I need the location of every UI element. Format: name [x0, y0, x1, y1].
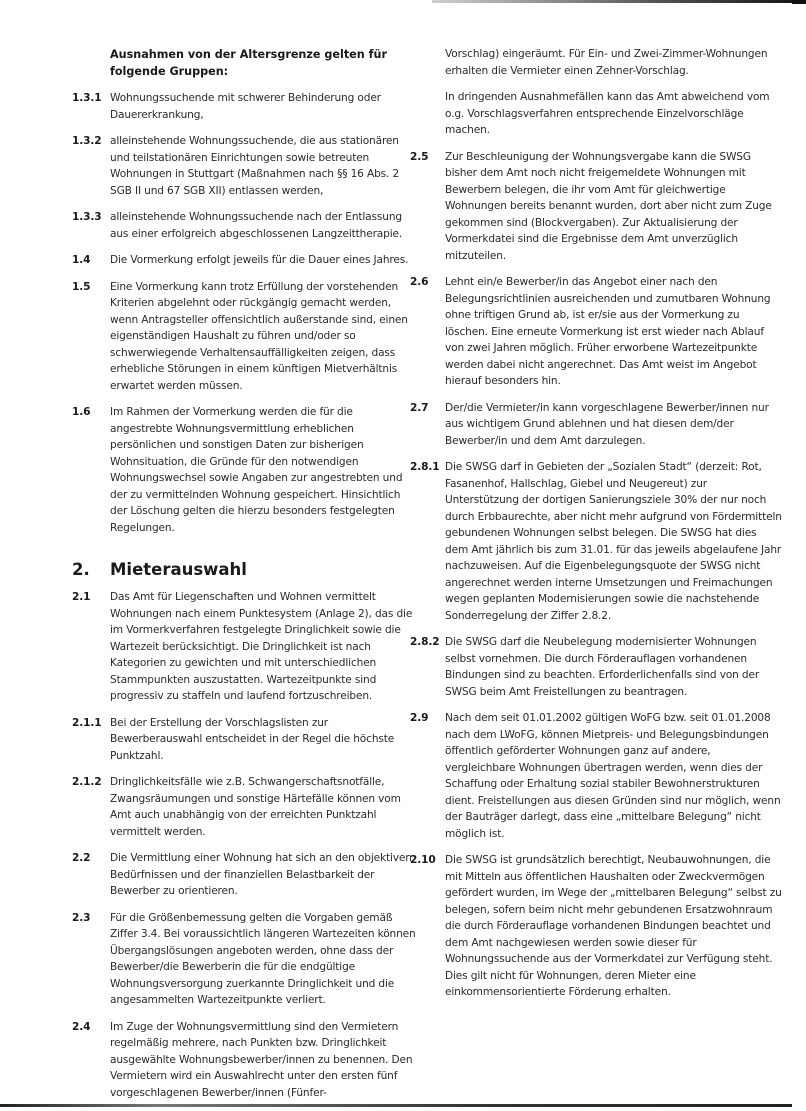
section-number: 2.2 — [72, 852, 91, 864]
section-text: Im Rahmen der Vormerkung werden die für die angestrebte Wohnungsvermittlung erheblichen persönlichen und sonstigen Daten zur bisherigen Wohnsituation, die Gründe für den notwendigen Wohnungswechsel sowie Angaben zur angestrebten und der zu vermittelnden Wohnung gespeichert. Hinsichtlich der Löschung gelten die hierzu besonders festgelegten Regelungen. — [110, 406, 403, 534]
section-text: Lehnt ein/e Bewerber/in das Angebot einer nach den Belegungsrichtlinien ausreichenden und zumutbaren Wohnung ohne triftigen Grund ab, ist er/sie aus der Vormerkung zu löschen. Eine erneute Vormerkung ist erst wieder nach Ablauf von zwei Jahren möglich. Früher erworbene Wartezeitpunkte werden dabei nicht angerechnet. Das Amt weist im Angebot hierauf besonders hin. — [445, 276, 771, 387]
section-number: 2.1.1 — [72, 716, 102, 729]
right-column — [410, 46, 782, 1011]
chapter-title: Mieterauswahl — [110, 560, 247, 579]
scan-edge-corner — [792, 0, 806, 4]
section-number: 2.4 — [72, 1020, 91, 1033]
section-text: Bei der Erstellung der Vorschlagslisten zur Bewerberauswahl entscheidet in der Regel die höchste Punktzahl. — [110, 716, 395, 762]
section-2-1 — [72, 589, 417, 705]
section-number: 1.5 — [72, 280, 91, 293]
subheading-age-exceptions: Ausnahmen von der Altersgrenze gelten für folgende Gruppen: — [110, 48, 387, 78]
section-text: Die Vormerkung erfolgt jeweils für die Dauer eines Jahres. — [110, 254, 409, 266]
section-2-1-2 — [72, 774, 417, 840]
left-column — [72, 46, 417, 1111]
section-number: 1.6 — [72, 406, 91, 418]
section-text: Die SWSG darf in Gebieten der „Sozialen Stadt“ (derzeit: Rot, Fasanenhof, Hallschlag, Giebel und Neugereut) zur Unterstützung der dortigen Sanierungsziele 30% der nur noch durch Erbbaurechte, aber nicht mehr aufgrund von Fördermitteln gebundenen Wohnungen selbst belegen. Die SWSG hat dies dem Amt jährlich bis zum 31.01. für das jeweils abgelaufene Jahr nachzuweisen. Auf die Eigenbelegungsquote der SWSG nicht angerechnet werden interne Umsetzungen und Freimachungen wegen geplanten Modernisierungen sowie die nachstehende Sonderregelung der Ziffer 2.8.2. — [445, 461, 782, 622]
section-1-5 — [72, 279, 417, 395]
continuation-paragraph: Vorschlag) eingeräumt. Für Ein- und Zwei-Zimmer-Wohnungen erhalten die Vermieter einen Zehner-Vorschlag. — [445, 48, 768, 77]
section-1-3-1 — [72, 90, 417, 123]
scan-edge-top — [432, 0, 806, 3]
section-number: 2.3 — [72, 911, 91, 924]
scan-edge-bottom — [0, 1104, 792, 1107]
section-number: 1.3.2 — [72, 135, 102, 147]
section-number: 2.6 — [410, 276, 429, 288]
section-text: alleinstehende Wohnungssuchende, die aus stationären und teilstationären Einrichtungen sowie betreuten Wohnungen in Stuttgart (Maßnahmen nach §§ 16 Abs. 2 SGB II und 67 SGB XII) entlassen werden, — [110, 135, 400, 197]
section-number: 2.1.2 — [72, 776, 102, 788]
section-number: 2.1 — [72, 591, 91, 603]
section-text: Die SWSG ist grundsätzlich berechtigt, Neubauwohnungen, die mit Mitteln aus öffentlichen Haushalten oder Zweckvermögen gefördert wurden, im Wege der „mittelbaren Belegung“ selbst zu belegen, sofern beim nicht mehr gebundenen Ersatzwohnraum die durch Förderauflage vorhandenen Bindungen beachtet und dem Amt nachgewiesen werden sowie dieser für Wohnungssuchende aus der Vormerkdatei zur Verfügung steht. Dies gilt nicht für Wohnungen, deren Mieter eine einkommensorientierte Förderung erhalten. — [445, 854, 782, 998]
section-2-8-2 — [410, 634, 782, 700]
section-text: Für die Größenbemessung gelten die Vorgaben gemäß Ziffer 3.4. Bei voraussichtlich längeren Wartezeiten können Übergangslösungen angeboten werden, ohne dass der Bewerber/die Bewerberin die für die endgültige Wohnungsversorgung zuerkannte Dringlichkeit und die angesammelten Wartezeitpunkte verliert. — [110, 911, 416, 1006]
section-2-9 — [410, 710, 782, 842]
section-2-4 — [72, 1019, 417, 1102]
section-2-5 — [410, 149, 782, 265]
section-number: 2.8.2 — [410, 636, 440, 648]
section-number: 2.5 — [410, 150, 429, 163]
continuation-paragraph: In dringenden Ausnahmefällen kann das Amt abweichend vom o.g. Vorschlagsverfahren entsprechende Einzelvorschläge machen. — [445, 91, 770, 136]
section-2-2 — [72, 850, 417, 900]
section-text: Im Zuge der Wohnungsvermittlung sind den Vermietern regelmäßig mehrere, nach Punkten bzw. Dringlichkeit ausgewählte Wohnungsbewerber/innen zu benennen. Den Vermietern wird ein Auswahlrecht unter den ersten fünf vorgeschlagenen Bewerber/innen (Fünfer- — [110, 1020, 413, 1099]
section-number: 2.10 — [410, 854, 436, 866]
chapter-number: 2. — [72, 560, 90, 579]
section-text: Das Amt für Liegenschaften und Wohnen vermittelt Wohnungen nach einem Punktesystem (Anlage 2), das die im Vormerkverfahren festgelegte Dringlichkeit sowie die Wartezeit berücksichtigt. Die Dringlichkeit ist nach Kategorien zu gewichten und mit unterschiedlichen Stammpunkten auszustatten. Wartezeitpunkte sind progressiv zu staffeln und laufend fortzuschreiben. — [110, 591, 413, 702]
section-number: 1.3.1 — [72, 92, 102, 104]
section-2-6 — [410, 274, 782, 390]
section-2-8-1 — [410, 459, 782, 624]
section-2-10 — [410, 852, 782, 1001]
section-1-3-2 — [72, 133, 417, 199]
section-number: 1.4 — [72, 254, 91, 266]
section-text: Wohnungssuchende mit schwerer Behinderung oder Dauererkrankung, — [110, 92, 381, 121]
section-1-4 — [72, 252, 417, 269]
section-text: Nach dem seit 01.01.2002 gültigen WoFG bzw. seit 01.01.2008 nach dem LWoFG, können Mietpreis- und Belegungsbindungen öffentlich geförderter Wohnungen ganz auf andere, vergleichbare Wohnungen übertragen werden, wenn dies der Schaffung oder Erhaltung sozial stabiler Bewohnerstrukturen dient. Freistellungen aus diesen Gründen sind nur möglich, wenn der Bauträger darlegt, dass eine „mittelbare Belegung“ nicht möglich ist. — [445, 712, 781, 840]
section-text: alleinstehende Wohnungssuchende nach der Entlassung aus einer erfolgreich abgeschlossenen Langzeittherapie. — [110, 211, 403, 240]
section-text: Zur Beschleunigung der Wohnungsvergabe kann die SWSG bisher dem Amt noch nicht freigemeldete Wohnungen mit Bewerbern belegen, die ihr vom Amt für gleichwertige Wohnungen bereits benannt wurden, dort aber nicht zum Zuge gekommen sind (Blockvergaben). Zur Aktualisierung der Vormerkdatei sind die Ergebnisse dem Amt unverzüglich mitzuteilen. — [445, 150, 772, 262]
section-text: Dringlichkeitsfälle wie z.B. Schwangerschaftsnotfälle, Zwangsräumungen und sonstige Härtefälle können vom Amt auch unabhängig von der erreichten Punktzahl vermittelt werden. — [110, 776, 401, 838]
section-text: Die Vermittlung einer Wohnung hat sich an den objektiven Bedürfnissen und der finanziellen Belastbarkeit der Bewerber zu orientieren. — [110, 852, 412, 897]
section-text: Die SWSG darf die Neubelegung modernisierter Wohnungen selbst vornehmen. Die durch Förderauflagen vorhandenen Bindungen sind zu beachten. Erforderlichenfalls sind von der SWSG beim Amt Freistellungen zu beantragen. — [445, 636, 760, 698]
section-1-3-3 — [72, 209, 417, 242]
section-number: 2.7 — [410, 401, 429, 414]
section-text: Eine Vormerkung kann trotz Erfüllung der vorstehenden Kriterien abgelehnt oder rückgängig gemacht werden, wenn Antragsteller offensichtlich außerstande sind, einen eigenständigen Haushalt zu führen und/oder so schwerwiegende Verhaltensauffälligkeiten zeigen, dass erhebliche Störungen in einem künftigen Mietverhältnis erwartet werden müssen. — [110, 280, 408, 392]
section-1-6 — [72, 404, 417, 536]
section-number: 2.9 — [410, 712, 429, 724]
section-2-1-1 — [72, 715, 417, 765]
section-number: 2.8.1 — [410, 461, 440, 473]
chapter-heading — [72, 560, 417, 579]
section-text: Der/die Vermieter/in kann vorgeschlagene Bewerber/innen nur aus wichtigem Grund ablehnen und hat diesen dem/der Bewerber/in und dem Amt darzulegen. — [445, 401, 769, 447]
section-2-3 — [72, 910, 417, 1009]
section-number: 1.3.3 — [72, 211, 102, 223]
section-2-7 — [410, 400, 782, 450]
